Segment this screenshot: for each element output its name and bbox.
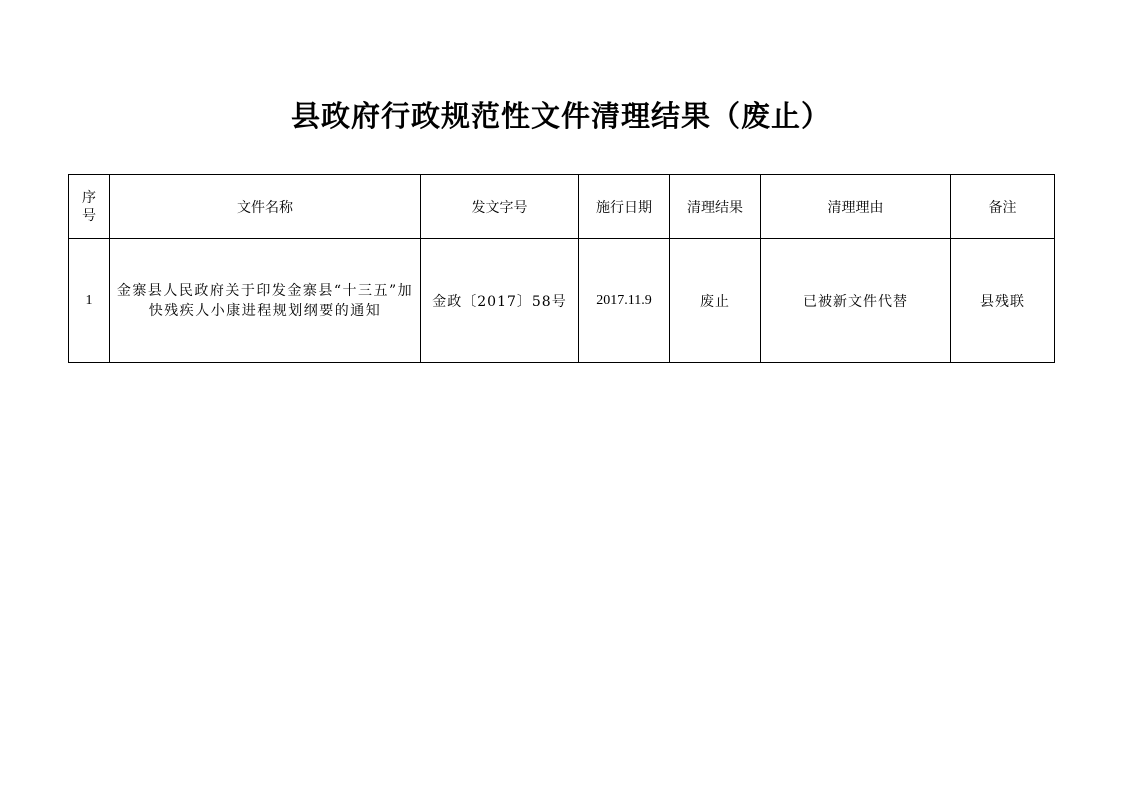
- cleanup-result-table: [68, 174, 1055, 363]
- header-doc-no: 发文字号: [421, 175, 579, 239]
- table-header-row: [69, 175, 1055, 239]
- cell-result: 废止: [670, 239, 761, 363]
- header-seq: 序号: [69, 175, 110, 239]
- header-name: 文件名称: [110, 175, 421, 239]
- page-title: 县政府行政规范性文件清理结果（废止）: [290, 99, 831, 133]
- table-row: [69, 239, 1055, 363]
- cell-effective-date: 2017.11.9: [579, 239, 670, 363]
- cell-seq: 1: [69, 239, 110, 363]
- cell-file-name: 金寨县人民政府关于印发金寨县“十三五”加快残疾人小康进程规划纲要的通知: [110, 239, 421, 363]
- header-effective-date: 施行日期: [579, 175, 670, 239]
- cell-doc-no: 金政〔2017〕58号: [421, 239, 579, 363]
- cell-reason: 已被新文件代替: [761, 239, 951, 363]
- header-reason: 清理理由: [761, 175, 951, 239]
- header-result: 清理结果: [670, 175, 761, 239]
- header-note: 备注: [951, 175, 1055, 239]
- cell-note: 县残联: [951, 239, 1055, 363]
